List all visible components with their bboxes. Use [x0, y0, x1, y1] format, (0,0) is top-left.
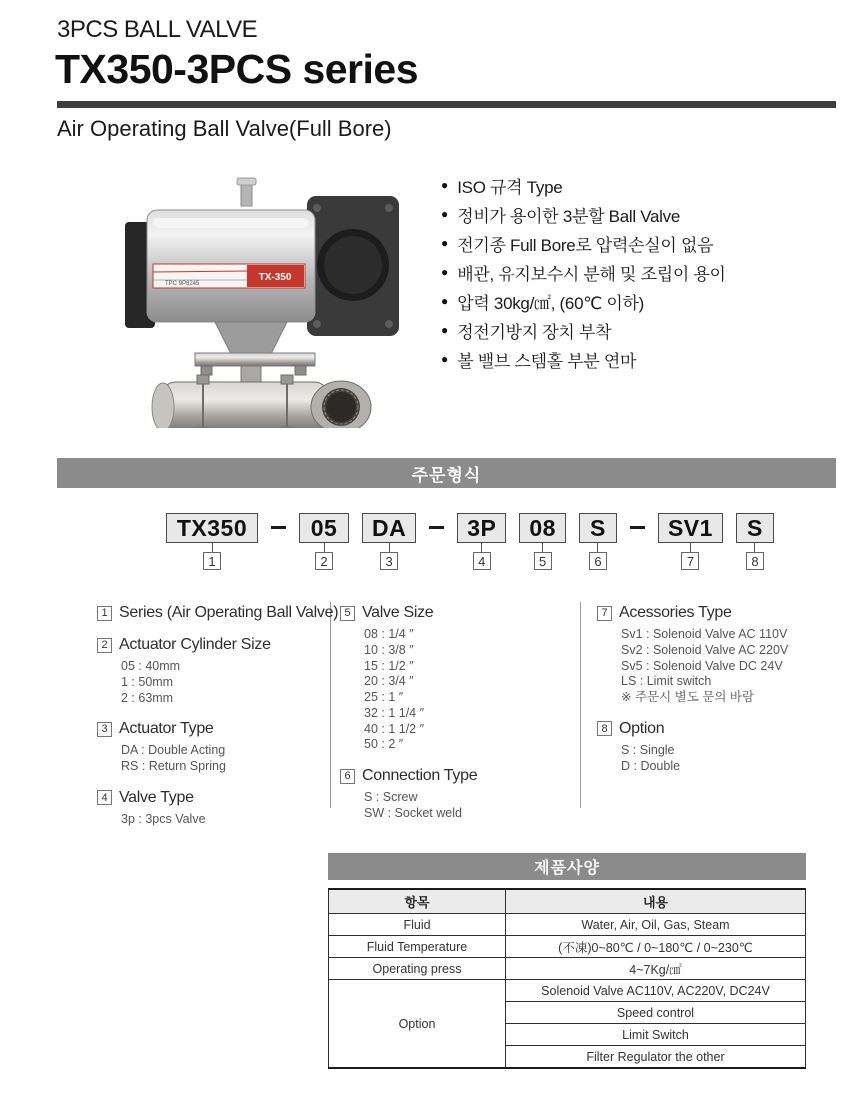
code-connector	[754, 543, 755, 552]
code-number: 3	[380, 552, 398, 570]
spec-value-cell: Solenoid Valve AC110V, AC220V, DC24V	[506, 980, 806, 1002]
legend-number: 4	[97, 790, 112, 805]
spec-value-cell: Water, Air, Oil, Gas, Steam	[506, 914, 806, 936]
code-connector	[324, 543, 325, 552]
legend-number: 6	[340, 769, 355, 784]
legend-number: 2	[97, 638, 112, 653]
spec-section-header: 제품사양	[328, 853, 806, 880]
legend-lines	[621, 627, 837, 706]
feature-item	[441, 292, 726, 313]
spec-value-cell: (不凍)0~80℃ / 0~180℃ / 0~230℃	[506, 936, 806, 958]
legend-title: Connection Type	[362, 767, 478, 784]
order-code-unit	[457, 513, 506, 570]
legend-title: Series (Air Operating Ball Valve)	[119, 604, 339, 621]
dash-separator	[271, 526, 286, 529]
title-divider	[57, 101, 836, 108]
code-number: 5	[534, 552, 552, 570]
feature-item	[441, 176, 726, 197]
bullet-icon: ●	[441, 207, 449, 221]
feature-text: 볼 밸브 스템홀 부분 연마	[457, 351, 637, 371]
table-row	[329, 914, 806, 936]
legend-lines	[364, 627, 565, 753]
code-connector	[542, 543, 543, 552]
feature-item	[441, 205, 726, 226]
feature-list	[441, 176, 726, 379]
legend-line: DA : Double Acting	[121, 743, 226, 758]
series-kicker: 3PCS BALL VALVE	[57, 16, 258, 43]
code-number: 2	[315, 552, 333, 570]
legend-line: 15 : 1/2 ″	[364, 658, 414, 673]
order-code-unit	[736, 513, 774, 570]
dash-separator	[630, 526, 645, 529]
legend-item	[97, 789, 325, 828]
legend-title-row	[597, 604, 837, 622]
label-fine-print: TPC 9P8245	[165, 281, 200, 287]
legend-line: 32 : 1 1/4 ″	[364, 705, 425, 720]
legend-line: D : Double	[621, 758, 681, 773]
legend-title-row	[340, 767, 565, 785]
order-code-row	[166, 513, 774, 570]
page-subtitle: Air Operating Ball Valve(Full Bore)	[57, 116, 392, 141]
order-section-header: 주문형식	[57, 458, 836, 488]
code-box: TX350	[166, 513, 258, 543]
legend-title-row	[97, 636, 325, 654]
feature-item	[441, 234, 726, 255]
order-code-unit	[658, 513, 723, 570]
code-connector	[597, 543, 598, 552]
feature-text: 배관, 유지보수시 분해 및 조립이 용이	[457, 264, 726, 284]
code-number: 1	[203, 552, 221, 570]
code-box: DA	[362, 513, 416, 543]
legend-line: 20 : 3/4 ″	[364, 674, 414, 689]
code-number: 8	[746, 552, 764, 570]
code-box: 3P	[457, 513, 506, 543]
legend-line: 40 : 1 1/2 ″	[364, 721, 425, 736]
order-code-unit	[579, 513, 617, 570]
legend-column	[97, 604, 339, 842]
spec-item-cell: Option	[329, 980, 506, 1069]
legend-title-row	[97, 789, 325, 807]
legend-line: 1 : 50mm	[121, 674, 174, 689]
valve-illustration	[95, 168, 405, 428]
bullet-icon: ●	[441, 265, 449, 279]
feature-text: 압력 30kg/㎠, (60℃ 이하)	[457, 293, 645, 313]
bullet-icon: ●	[441, 352, 449, 366]
legend-line: S : Screw	[364, 790, 418, 804]
code-connector	[481, 543, 482, 552]
code-box: 08	[519, 513, 566, 543]
legend-item	[97, 604, 339, 622]
legend-title: Valve Size	[362, 604, 434, 621]
dash-separator	[429, 526, 444, 529]
spec-item-cell: Fluid Temperature	[329, 936, 506, 958]
order-code-unit	[166, 513, 258, 570]
legend-title-row	[597, 720, 837, 738]
order-code-unit	[362, 513, 416, 570]
spec-item-cell: Fluid	[329, 914, 506, 936]
legend-line: 3p : 3pcs Valve	[121, 811, 206, 826]
legend-item	[340, 604, 565, 753]
product-photo	[95, 168, 405, 428]
bullet-icon: ●	[441, 294, 449, 308]
spec-value-cell: Speed control	[506, 1002, 806, 1024]
code-box: S	[736, 513, 774, 543]
product-label: TX-350	[258, 272, 292, 283]
legend-item	[97, 720, 325, 775]
legend-line: SW : Socket weld	[364, 805, 462, 820]
feature-text: 정비가 용이한 3분할 Ball Valve	[457, 206, 680, 226]
legend-line: 08 : 1/4 ″	[364, 627, 414, 641]
legend-line: 05 : 40mm	[121, 659, 181, 673]
feature-item	[441, 321, 726, 342]
spec-value-cell: Filter Regulator the other	[506, 1046, 806, 1069]
legend-item	[340, 767, 565, 822]
bullet-icon: ●	[441, 323, 449, 337]
legend-number: 3	[97, 722, 112, 737]
legend-divider-2	[580, 602, 581, 808]
code-box: 05	[299, 513, 349, 543]
spec-table-header-row	[329, 889, 806, 914]
order-code-unit	[299, 513, 349, 570]
legend-lines	[121, 743, 325, 775]
legend-item	[97, 636, 325, 706]
legend-line: Sv1 : Solenoid Valve AC 110V	[621, 627, 788, 641]
legend-lines	[121, 659, 325, 706]
spec-column-header: 내용	[506, 889, 806, 914]
legend-number: 5	[340, 606, 355, 621]
legend-item	[597, 604, 837, 706]
feature-text: 전기종 Full Bore로 압력손실이 없음	[457, 235, 714, 255]
code-connector	[389, 543, 390, 552]
legend-line: 25 : 1 ″	[364, 690, 404, 704]
legend-column	[340, 604, 565, 836]
code-number: 7	[681, 552, 699, 570]
spec-table-body	[329, 914, 806, 1069]
legend-title: Actuator Type	[119, 720, 214, 738]
legend-lines	[121, 812, 325, 828]
legend-line: 50 : 2 ″	[364, 737, 404, 752]
legend-title-row	[340, 604, 565, 622]
legend-lines	[621, 743, 837, 775]
legend-line: 10 : 3/8 ″	[364, 642, 414, 657]
legend-title: Acessories Type	[619, 604, 732, 621]
legend-line: 2 : 63mm	[121, 690, 174, 705]
spec-column-header: 항목	[329, 889, 506, 914]
page-title: TX350-3PCS series	[55, 46, 419, 92]
code-box: SV1	[658, 513, 723, 543]
feature-text: ISO 규격 Type	[457, 177, 563, 197]
legend-title: Actuator Cylinder Size	[119, 636, 271, 653]
feature-text: 정전기방지 장치 부착	[457, 322, 612, 342]
legend-divider-1	[330, 602, 331, 808]
code-connector	[690, 543, 691, 552]
legend-line: RS : Return Spring	[121, 759, 226, 773]
table-row	[329, 958, 806, 980]
feature-item	[441, 263, 726, 284]
legend-number: 1	[97, 606, 112, 621]
legend-lines	[364, 790, 565, 822]
feature-item	[441, 350, 726, 371]
legend-title: Option	[619, 719, 665, 737]
code-number: 4	[473, 552, 491, 570]
table-row	[329, 980, 806, 1002]
bullet-icon: ●	[441, 236, 449, 250]
legend-column	[597, 604, 837, 788]
spec-value-cell: Limit Switch	[506, 1024, 806, 1046]
table-row	[329, 936, 806, 958]
spec-table	[328, 888, 806, 1069]
legend-item	[597, 720, 837, 775]
code-number: 6	[589, 552, 607, 570]
bullet-icon: ●	[441, 178, 449, 192]
legend-line: ※ 주문시 별도 문의 바람	[621, 690, 755, 704]
order-code-unit	[519, 513, 566, 570]
legend-title-row	[97, 604, 339, 622]
spec-item-cell: Operating press	[329, 958, 506, 980]
legend-title: Valve Type	[119, 788, 194, 806]
legend-number: 7	[597, 606, 612, 621]
legend-title-row	[97, 720, 325, 738]
code-connector	[212, 543, 213, 552]
code-box: S	[579, 513, 617, 543]
legend-number: 8	[597, 721, 612, 736]
legend-line: LS : Limit switch	[621, 674, 712, 689]
legend-line: S : Single	[621, 742, 675, 757]
spec-value-cell: 4~7Kg/㎠	[506, 958, 806, 980]
legend-line: Sv5 : Solenoid Valve DC 24V	[621, 658, 783, 673]
legend-line: Sv2 : Solenoid Valve AC 220V	[621, 642, 789, 657]
